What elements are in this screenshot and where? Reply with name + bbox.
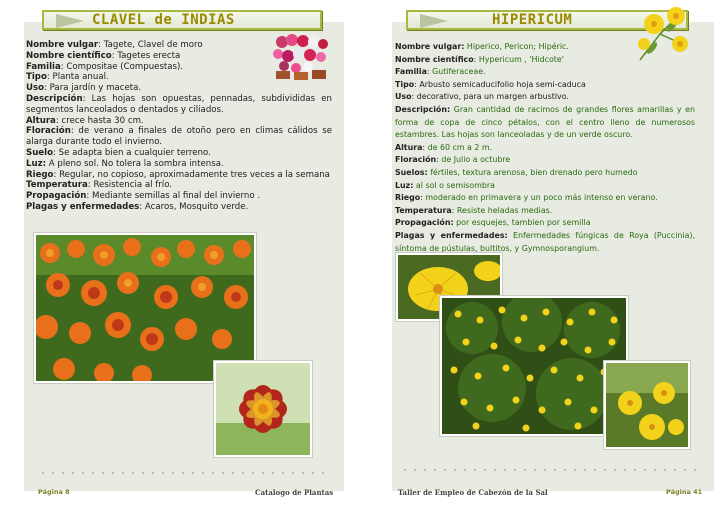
field-label: Floración <box>395 155 437 165</box>
field-label: Nombre vulgar: <box>395 42 465 51</box>
right-page <box>376 0 728 516</box>
field-label: Luz: <box>26 158 47 169</box>
left-description: Nombre vulgar: Tagete, Clavel de moro Nombre científico: Tagetes erecta Familia: Compositae (Compuestas). Tipo: Planta anual. Uso: Para jardín y maceta. Descripción: Las hojas son opuestas, pennadas, subdivididas en segmentos lanceolados o dentados y ciliados. Altura: crece hasta 30 cm. Floración: de verano a finales de otoño pero en climas cálidos se alarga durante todo el invierno. Suelo: Se adapta bien a cualquier terreno. Luz: A pleno sol. No tolera la sombra intensa. Riego: Regular, no copioso, aproximadamente tres veces a la semana Temperatura: Resistencia al frío. Propagación: Mediante semillas al final del invierno . Plagas y enfermedades: Acaros, Mosquito verde. <box>26 40 332 212</box>
field-value: Regular, no copioso, aproximadamente tres veces a la semana <box>59 169 330 180</box>
hypericum-flowers-photo <box>604 361 690 449</box>
field-label: Plagas y enfermedades <box>26 201 140 212</box>
field-value: Mediante semillas al final del invierno . <box>92 191 261 202</box>
field-value: Arbusto semicaducifolio hoja semi-caduca <box>419 79 586 89</box>
field-value: por esquejes, tambien por semilla <box>456 218 591 228</box>
hypericum-shrub-illustration <box>442 298 626 434</box>
left-page-number: Página 8 <box>38 488 70 496</box>
field-value: Las hojas son opuestas, pennadas, subdivididas en segmentos lanceolados o dentados y ciliados. <box>26 93 332 115</box>
field-label: Riego <box>395 193 421 203</box>
field-label: Temperatura <box>26 180 88 191</box>
field-value: A pleno sol. No tolera la sombra intensa. <box>48 158 224 169</box>
field-value: crece hasta 30 cm. <box>61 115 144 126</box>
right-page-title: HIPERICUM <box>492 12 573 28</box>
field-label: Descripción <box>26 93 83 104</box>
field-label: Riego <box>26 169 54 180</box>
left-page-title: CLAVEL de INDIAS <box>92 12 235 28</box>
field-label: Nombre vulgar <box>26 40 99 50</box>
field-label: Suelo <box>26 147 53 158</box>
hypericum-flowers-illustration <box>606 363 688 447</box>
field-value: Gran cantidad de racimos de grandes flores amarillas y en forma de copa de cinco pétalos, con el centro lleno de numerosos estambres. Las hojas son lanceoladas y de un verde oscuro. <box>395 104 695 140</box>
field-value: Enfermedades fúngicas de Roya (Puccinia), síntoma de pústulas, bultitos, y Gymnosporangium. <box>395 230 696 253</box>
title-arrow-icon <box>56 14 84 28</box>
field-value: al sol o semisombra <box>415 180 495 190</box>
right-footer-title: Taller de Empleo de Cabezón de la Sal <box>398 488 548 497</box>
field-label: Nombre científico <box>26 50 112 61</box>
left-footer-title: Catalogo de Plantas <box>255 488 334 497</box>
left-title-bar <box>42 10 322 30</box>
field-value: fértiles, textura arenosa, bien drenado pero humedo <box>430 167 638 177</box>
right-dotted-divider <box>400 468 696 472</box>
field-label: Propagación <box>26 191 87 202</box>
field-label: Altura <box>26 115 56 126</box>
field-value: Hypericum , 'Hidcote' <box>478 54 564 64</box>
left-dotted-divider <box>38 471 328 475</box>
field-value: Para jardín y maceta. <box>49 83 142 94</box>
field-value: Resiste heladas medias. <box>456 205 553 215</box>
marigold-closeup-photo <box>214 361 312 457</box>
field-label: Temperatura <box>395 205 452 215</box>
field-label: Uso <box>395 92 412 102</box>
field-label: Altura <box>395 142 423 152</box>
field-value: Tagete, Clavel de moro <box>103 40 203 50</box>
hypericum-shrub-photo <box>440 296 628 436</box>
field-label: Suelos: <box>395 167 428 177</box>
left-page <box>0 0 352 516</box>
field-value: decorativo, para un margen arbustivo. <box>416 92 569 102</box>
field-value: Gutiferaceae. <box>432 67 486 77</box>
page-gutter <box>352 0 376 516</box>
field-value: Tagetes erecta <box>117 50 181 61</box>
right-page-number: Página 41 <box>666 488 703 496</box>
field-label: Luz: <box>395 180 414 190</box>
field-value: Planta anual. <box>52 72 109 83</box>
marigold-field-illustration <box>36 235 254 381</box>
field-value: Hiperico, Pericon; Hipéric. <box>466 42 569 51</box>
field-label: Tipo <box>26 72 47 83</box>
field-label: Familia <box>26 61 61 72</box>
field-label: Floración <box>26 126 71 137</box>
field-label: Familia <box>395 67 427 77</box>
field-value: Acaros, Mosquito verde. <box>144 201 249 212</box>
field-label: Nombre científico <box>395 54 474 64</box>
field-label: Plagas y enfermedades: <box>395 230 508 240</box>
field-value: Se adapta bien a cualquier terreno. <box>58 147 211 158</box>
field-label: Descripción: <box>395 104 451 114</box>
right-description: Nombre vulgar: Hiperico, Pericon; Hipéric. Nombre científico: Hypericum , 'Hidcote' Familia: Gutiferaceae. Tipo: Arbusto semicaducifolio hoja semi-caduca Uso: decorativo, para un margen arbustivo. Descripción: Gran cantidad de racimos de grandes flores amarillas y en forma de copa de cinco pétalos, con el centro lleno de numerosos estambres. Las hojas son lanceoladas y de un verde oscuro. Altura: de 60 cm a 2 m. Floración: de Julio a octubre Suelos: fértiles, textura arenosa, bien drenado pero humedo Luz: al sol o semisombra Riego: moderado en primavera y un poco más intenso en verano. Temperatura: Resiste heladas medias. Propagación: por esquejes, tambien por semilla Plagas y enfermedades: Enfermedades fúngicas de Roya (Puccinia), síntoma de pústulas, bultitos, y Gymnosporangium. <box>395 42 696 253</box>
field-value: de verano a finales de otoño pero en climas cálidos se alarga durante todo el invierno. <box>26 126 332 148</box>
marigold-closeup-illustration <box>216 363 310 455</box>
field-value: de Julio a octubre <box>441 155 511 165</box>
field-label: Tipo <box>395 79 415 89</box>
field-label: Uso <box>26 83 44 94</box>
field-value: Compositae (Compuestas). <box>66 61 184 72</box>
title-arrow-icon <box>420 14 448 28</box>
field-value: Resistencia al frío. <box>93 180 173 191</box>
field-value: de 60 cm a 2 m. <box>427 142 493 152</box>
field-label: Propagación: <box>395 218 454 228</box>
field-value: moderado en primavera y un poco más intenso en verano. <box>425 193 658 203</box>
